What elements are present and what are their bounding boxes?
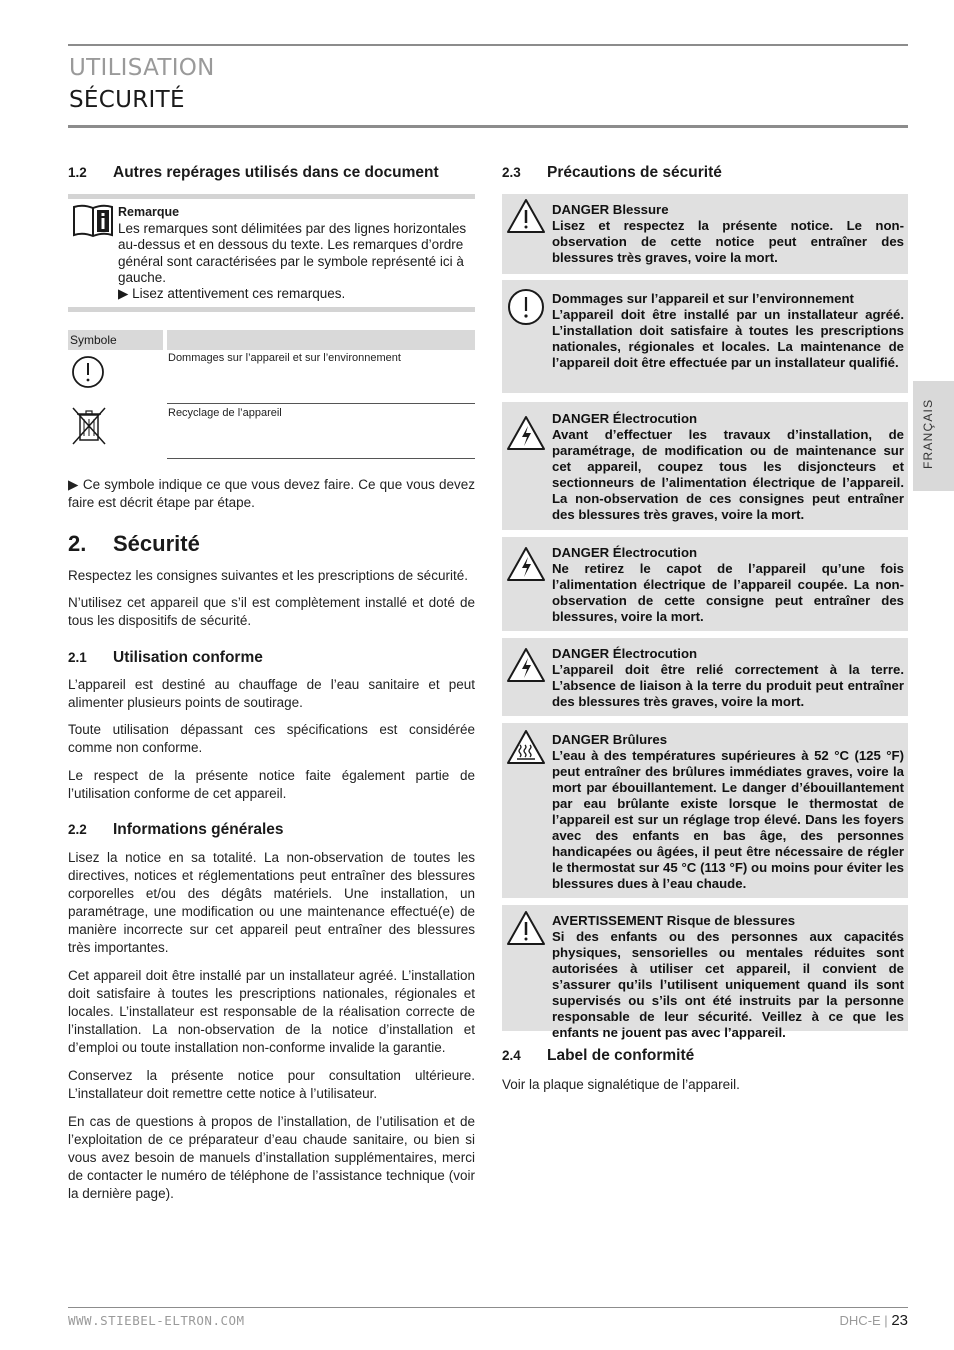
s22-paragraph-3: Conservez la présente notice pour consultation ultérieure. L’installateur doit remettre cette notice à l’utilisateur. — [68, 1068, 475, 1101]
warning-text: Lisez et respectez la présente notice. Le non-observation de cette notice peut entraîner des blessures très graves, voire la mort. — [552, 218, 904, 265]
s21-paragraph-1: L’appareil est destiné au chauffage de l’eau sanitaire et peut alimenter plusieurs points de soutirage. — [68, 677, 475, 710]
warning-label: Dommages sur l’appareil et sur l’environnement — [552, 291, 854, 306]
header-section: SÉCURITÉ — [69, 87, 185, 113]
s21-paragraph-2: Toute utilisation dépassant ces spécifications est considérée comme non conforme. — [68, 722, 475, 755]
warning-label: DANGER Brûlures — [552, 732, 668, 747]
note-box — [68, 194, 475, 312]
warning-text: Avant d’effectuer les travaux d’installation, de paramétrage, de modification ou de maintenance sur cet appareil, coupez tous les disjoncteurs et sectionneurs de l’alimentation électrique de l’appareil. La non-observation de ces consignes peut entraîner des blessures très graves, voire la mort. — [552, 427, 904, 522]
s22-paragraph-2: Cet appareil doit être installé par un installateur agréé. L’installation doit satisfaire à toutes les prescriptions nationales, régionales et locales. L’installateur est responsable de la réalisation correcte de l’installation. La non-observation de la notice d’installation et d’emploi ou toute installation non-conforme invalide la garantie. — [68, 968, 475, 1055]
s24-paragraph: Voir la plaque signalétique de l’appareil. — [502, 1077, 740, 1092]
note-text: Les remarques sont délimitées par des lignes horizontales au-dessus et en dessous du texte. Les remarques d’ordre général sont caractérisées par le symbole représenté ici à gauche. — [118, 221, 467, 285]
warning-triangle-icon — [505, 909, 547, 947]
electric-hazard-icon — [505, 646, 547, 684]
language-tab — [913, 381, 954, 491]
warning-box-damage — [502, 280, 908, 393]
warning-text: Ne retirez le capot de l’appareil qu’une fois l’alimentation électrique de l’appareil coupée. La non-observation de cette consigne peut entraîner des blessures, voire la mort. — [552, 561, 904, 624]
heading-2-3: 2.3 Précautions de sécurité — [502, 164, 722, 181]
warning-box-electrocution-1 — [502, 402, 908, 530]
warning-triangle-icon — [505, 197, 547, 235]
s22-paragraph-4: En cas de questions à propos de l’installation, de l’utilisation et de l’exploitation de ce préparateur d’eau chaude sanitaire, ou bien si vous avez besoin de manuels d’installation supplémentaires, merci de contacter le numéro de téléphone de l’assistance technique (voir la dernière page). — [68, 1114, 475, 1201]
electric-hazard-icon — [505, 545, 547, 583]
header-top-rule — [68, 44, 908, 46]
warning-box-electrocution-2 — [502, 537, 908, 631]
symbol-table-header: Symbole — [68, 330, 163, 350]
warning-label: DANGER Blessure — [552, 202, 669, 217]
warning-box-caution — [502, 905, 908, 1040]
warning-text: L’appareil doit être installé par un installateur agréé. L’installation doit satisfaire à toutes les prescriptions nationales, régionales et locales. La maintenance de l’appareil doit être effectuée par un installateur qualifié. — [552, 307, 904, 370]
heading-2: 2. Sécurité — [68, 531, 200, 556]
note-action: ▶ Lisez attentivement ces remarques. — [118, 286, 346, 301]
action-explanation: ▶ Ce symbole indique ce que vous devez faire. Ce que vous devez faire est décrit étape par étape. — [68, 477, 475, 510]
warning-box-burns — [502, 723, 908, 898]
s21-paragraph-3: Le respect de la présente notice faite également partie de l’utilisation conforme de cet appareil. — [68, 768, 475, 801]
footer-model: DHC-E | — [839, 1313, 888, 1328]
header-chapter: UTILISATION — [69, 55, 215, 81]
header-bottom-rule — [68, 125, 908, 128]
s2-paragraph-2: N’utilisez cet appareil que s’il est complètement installé et doté de tous les dispositifs de sécurité. — [68, 595, 475, 628]
page-number: 23 — [891, 1312, 908, 1329]
electric-hazard-icon — [505, 414, 547, 452]
warning-box-electrocution-3 — [502, 638, 908, 716]
warning-label: DANGER Électrocution — [552, 545, 698, 560]
warning-box-injury — [502, 194, 908, 274]
s2-paragraph-1: Respectez les consignes suivantes et les prescriptions de sécurité. — [68, 568, 468, 583]
footer-page-info — [840, 1312, 908, 1329]
hot-surface-icon — [505, 728, 547, 766]
footer-url[interactable]: WWW.STIEBEL-ELTRON.COM — [68, 1313, 245, 1328]
warning-text: L’eau à des températures supérieures à 52 °C (125 °F) peut entraîner des brûlures immédiates graves, voire la mort par ébouillantement. Le danger d’ébouillantement par eau brûlante existe lorsque le thermostat de l’appareil est sur un réglage trop élevé. Dans les foyers avec des enfants en bas âge, des personnes handicapées ou âgées, il peut être nécessaire de régler le thermostat sur 45 °C (113 °F) ou moins pour éviter les blessures dues à l’eau chaude. — [552, 748, 904, 891]
heading-2-2: 2.2 Informations générales — [68, 821, 284, 838]
heading-2-1: 2.1 Utilisation conforme — [68, 649, 263, 666]
symbol-row-recycling: Recyclage de l’appareil — [168, 407, 282, 419]
heading-2-4: 2.4 Label de conformité — [502, 1047, 695, 1064]
note-title: Remarque — [118, 205, 180, 219]
s22-paragraph-1: Lisez la notice en sa totalité. La non-observation de toutes les directives, notices et réglementations peut entraîner des blessures corporelles et/ou des dégâts matériels. Une installation, un paramétrage, une modification ou une maintenance effectué(e) de manière incorrecte sur cet appareil peut entraîner des blessures très importantes. — [68, 850, 475, 955]
symbol-row-damage: Dommages sur l’appareil et sur l’environnement — [168, 352, 401, 364]
language-tab-label: FRANÇAIS — [921, 398, 935, 469]
footer-rule — [68, 1307, 908, 1308]
recycling-bin-icon — [70, 406, 108, 446]
book-info-icon — [72, 204, 114, 238]
warning-label: AVERTISSEMENT Risque de blessures — [552, 913, 796, 928]
warning-text: Si des enfants ou des personnes aux capacités physiques, sensorielles ou mentales réduites sont autorisées à utiliser cet appareil, il convient de s’assurer qu’ils l’utilisent uniquement quand ils sont supervisés ou s’ils ont été instruits par la personne responsable de leur sécurité. Veillez à ce que les enfants ne jouent pas avec l’appareil. — [552, 929, 904, 1040]
heading-1-2: 1.2 Autres repérages utilisés dans ce document — [68, 164, 439, 181]
warning-text: L’appareil doit être relié correctement à la terre. L’absence de liaison à la terre du produit peut entraîner des blessures très graves, voire la mort. — [552, 662, 904, 709]
warning-label: DANGER Électrocution — [552, 411, 698, 426]
exclamation-circle-icon — [507, 288, 545, 326]
exclamation-circle-icon — [71, 355, 105, 389]
warning-label: DANGER Électrocution — [552, 646, 698, 661]
